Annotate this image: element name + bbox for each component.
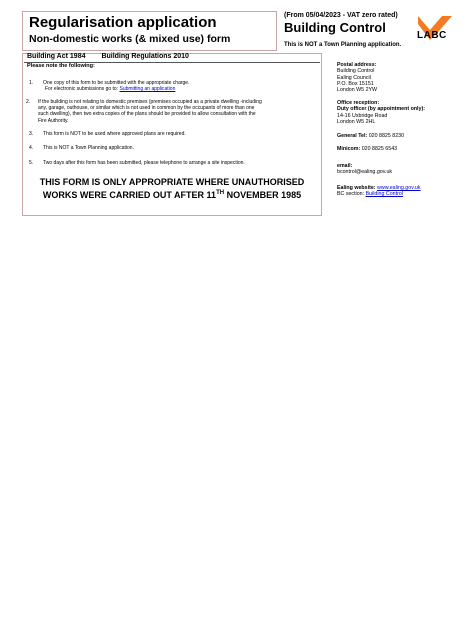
note-number: 1. [29,80,34,86]
email-label: email: [337,163,353,169]
warning-notice [24,177,320,200]
note-number: 2. [26,99,31,105]
building-act: Building Act 1984 [27,53,86,60]
ealing-website-link[interactable]: www.ealing.gov.uk [377,185,421,191]
building-control-link[interactable]: Building Control [365,191,403,198]
general-tel-number: 020 8825 8230 [368,133,405,139]
building-regulations: Building Regulations 2010 [101,53,189,60]
office-line: London W5 2HL [337,118,376,125]
notes-intro: Please note the following: [27,63,95,69]
form-title-box [22,11,277,51]
postal-address-block [337,62,377,93]
office-reception-block [337,100,425,125]
note-text: This is NOT a Town Planning application. [43,145,134,151]
note-number: 5. [29,160,34,166]
minicom-number: 020 8825 6543 [361,146,398,152]
note-item-5 [29,160,319,167]
note-text: any, garage, outhouse, or similar which is not used in common by the occupants of more than one [38,105,255,112]
duty-officer-label: Duty officer (by appointment only): [337,106,425,113]
note-number: 3. [29,131,34,137]
postal-line: London W5 2YW [337,87,378,94]
note-item-2 [26,99,320,125]
postal-line: Ealing Council [337,74,371,81]
website-label: Ealing website: [337,185,376,191]
postal-line: Building Control [337,68,375,75]
date-note: (From 05/04/2023 - VAT zero rated) [284,12,398,19]
note-text: For electronic submissions go to: [45,86,119,92]
office-reception-label: Office reception: [337,100,380,106]
note-text: This form is NOT to be used where approved plans are required. [43,131,186,137]
general-tel-row [337,133,404,139]
note-text: Fire Authority. [38,117,69,124]
website-block [337,185,421,198]
not-town-planning-note: This is NOT a Town Planning application. [284,42,402,48]
postal-address-label: Postal address: [337,62,377,68]
warning-line-2: WORKS WERE CARRIED OUT AFTER 11TH NOVEMBER 1985 [42,189,302,200]
email-address: bcontrol@ealing.gov.uk [337,169,393,176]
form-subtitle: Non-domestic works (& mixed use) form [29,33,231,45]
header-right [284,12,414,48]
note-text: If the building is not relating to domestic premises (premises occupied as a private dwelling -including [38,99,262,105]
note-item-4 [29,145,319,152]
bc-section-label: BC section: [337,191,365,198]
postal-line: P.O. Box 15151 [337,80,374,87]
general-tel-label: General Tel: [337,133,368,139]
note-text: One copy of this form to be submitted with the appropriate charge. [43,80,190,86]
labc-logo-text: LABC [417,30,447,41]
office-line: 14-16 Uxbridge Road [337,112,388,119]
note-item-1 [29,80,319,94]
minicom-label: Minicom: [337,146,361,152]
note-item-3 [29,131,319,138]
note-text: Two days after this form has been submitted, please telephone to arrange a site inspection. [43,160,245,166]
email-block [337,163,392,176]
minicom-row [337,146,397,152]
warning-line-1: THIS FORM IS ONLY APPROPRIATE WHERE UNAUTHORISED [39,177,305,187]
acts-row [27,53,203,60]
department-title: Building Control [284,20,386,35]
form-title: Regularisation application [29,14,217,31]
note-text: such dwelling), then two extra copies of the plans should be provided to allow consultation with the [38,111,256,118]
note-number: 4. [29,145,34,151]
submitting-application-link[interactable]: Submitting an application [119,86,176,92]
